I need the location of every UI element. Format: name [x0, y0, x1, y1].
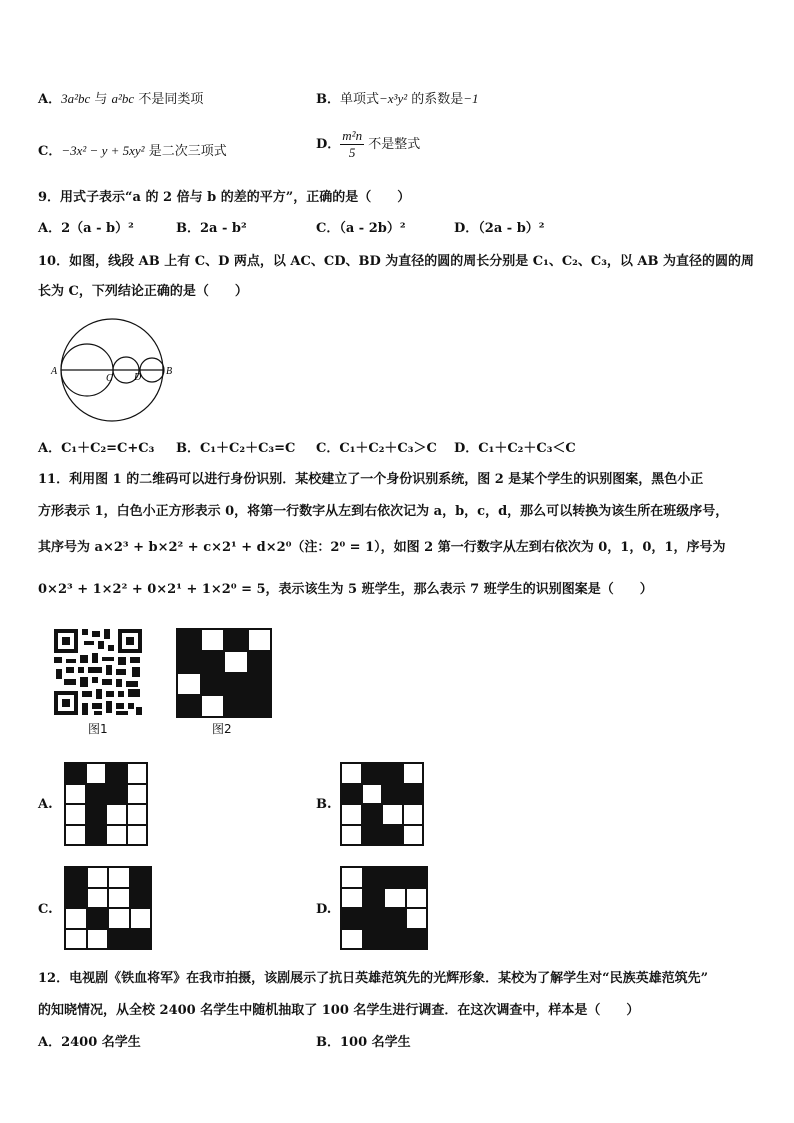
q9-option-c: C．（a - 2b）²: [316, 221, 406, 236]
pattern-cell-black: [225, 674, 247, 694]
pattern-cell-black: [131, 930, 151, 949]
pattern-cell-black: [404, 785, 423, 804]
q11-option-c-pattern: [64, 866, 152, 950]
qr-code-figure: [52, 627, 144, 717]
pattern-cell-white: [66, 909, 86, 928]
circles-figure: [48, 313, 178, 427]
pattern-cell-black: [107, 785, 126, 804]
label-d: D: [134, 372, 142, 383]
q8-option-a: A．3a²bc 与 a²bc 不是同类项: [38, 91, 204, 107]
pattern-cell-black: [364, 889, 384, 908]
q8-option-d: D． $\frac{\text{m²n}}{5}$ 不是整式: [316, 128, 421, 160]
pattern-cell-black: [107, 764, 126, 783]
pattern-cell-white: [88, 889, 108, 908]
pattern-cell-white: [128, 764, 147, 783]
pattern-cell-white: [202, 696, 224, 716]
pattern-cell-white: [342, 805, 361, 824]
q12-option-a: A．2400 名学生: [38, 1035, 141, 1050]
pattern-cell-white: [342, 764, 361, 783]
pattern-cell-black: [66, 764, 85, 783]
pattern-cell-white: [407, 909, 427, 928]
q11-option-b-label: B.: [316, 797, 332, 812]
q10-stem-line2: 长为 C，下列结论正确的是（ ）: [38, 284, 248, 299]
pattern-cell-white: [88, 868, 108, 887]
pattern-cell-white: [66, 930, 86, 949]
pattern-cell-white: [66, 785, 85, 804]
pattern-cell-white: [128, 785, 147, 804]
pattern-cell-black: [342, 909, 362, 928]
pattern-cell-white: [88, 930, 108, 949]
pattern-cell-black: [363, 826, 382, 845]
pattern-cell-black: [364, 909, 384, 928]
label-b: B: [166, 366, 173, 377]
pattern-cell-white: [109, 868, 129, 887]
q11-option-d-label: D.: [316, 902, 332, 917]
q9-option-a: A．2（a - b）²: [38, 221, 134, 236]
pattern-cell-white: [128, 826, 147, 845]
pattern-cell-black: [87, 805, 106, 824]
q12-option-b: B．100 名学生: [316, 1035, 411, 1050]
pattern-cell-white: [107, 826, 126, 845]
pattern-cell-black: [342, 785, 361, 804]
q9-stem: 9．用式子表示“a 的 2 倍与 b 的差的平方”，正确的是（ ）: [38, 190, 411, 205]
pattern-cell-white: [249, 630, 271, 650]
pattern-cell-white: [87, 764, 106, 783]
pattern-cell-black: [383, 764, 402, 783]
q10-option-d: D．C₁＋C₂＋C₃＜C: [454, 441, 576, 456]
pattern-cell-black: [87, 785, 106, 804]
pattern-cell-black: [363, 805, 382, 824]
pattern-cell-white: [385, 889, 405, 908]
q11-option-a-pattern: [64, 762, 148, 846]
label-c: C: [106, 373, 113, 384]
pattern-cell-black: [109, 930, 129, 949]
pattern-cell-black: [87, 826, 106, 845]
pattern-cell-black: [131, 868, 151, 887]
pattern-cell-black: [225, 696, 247, 716]
fraction: $\frac{\text{m²n}}{5}$: [342, 128, 363, 160]
pattern-cell-black: [363, 764, 382, 783]
q11-line1: 11．利用图 1 的二维码可以进行身份识别．某校建立了一个身份识别系统，图 2 是某个学生的识别图案，黑色小正: [38, 472, 704, 487]
pattern-cell-white: [342, 930, 362, 949]
q8-option-b: B．单项式−x³y² 的系数是−1: [316, 91, 479, 107]
q10-option-a: A．C₁＋C₂=C+C₃: [38, 441, 155, 456]
pattern-cell-black: [225, 630, 247, 650]
q11-option-c-label: C.: [38, 902, 53, 917]
q9-option-d: D．（2a - b）²: [454, 221, 545, 236]
q12-line1: 12．电视剧《铁血将军》在我市拍摄，该剧展示了抗日英雄范筑先的光辉形象．某校为了解学生对“民族英雄范筑先”: [38, 971, 709, 986]
q11-line2: 方形表示 1，白色小正方形表示 0，将第一行数字从左到右依次记为 a，b，c，d，那么可以转换为该生所在班级序号，: [38, 504, 729, 519]
pattern-cell-white: [202, 630, 224, 650]
pattern-cell-white: [178, 674, 200, 694]
label-a: A: [51, 366, 58, 377]
pattern-cell-white: [363, 785, 382, 804]
pattern-cell-white: [109, 889, 129, 908]
pattern-cell-white: [404, 826, 423, 845]
pattern-cell-white: [107, 805, 126, 824]
pattern-cell-white: [342, 868, 362, 887]
q11-option-b-pattern: [340, 762, 424, 846]
pattern-cell-black: [66, 889, 86, 908]
pattern-cell-black: [66, 868, 86, 887]
q11-option-d-pattern: [340, 866, 428, 950]
pattern-cell-black: [407, 930, 427, 949]
pattern-cell-black: [178, 652, 200, 672]
pattern-cell-white: [404, 805, 423, 824]
pattern-cell-black: [385, 909, 405, 928]
pattern-cell-black: [364, 868, 384, 887]
q11-option-a-label: A.: [38, 797, 53, 812]
pattern-cell-black: [249, 674, 271, 694]
fig2-pattern: [176, 628, 272, 718]
pattern-cell-white: [131, 909, 151, 928]
pattern-cell-white: [404, 764, 423, 783]
q11-line4: 0×2³ + 1×2² + 0×2¹ + 1×2⁰ = 5，表示该生为 5 班学生，那么表示 7 班学生的识别图案是（ ）: [38, 582, 653, 597]
q10-stem-line1: 10．如图，线段 AB 上有 C、D 两点，以 AC、CD、BD 为直径的圆的周长分别是 C₁、C₂、C₃，以 AB 为直径的圆的周: [38, 254, 755, 269]
q11-line3: 其序号为 a×2³ + b×2² + c×2¹ + d×2⁰（注：2⁰ = 1），如图 2 第一行数字从左到右依次为 0，1，0，1，序号为: [38, 540, 726, 555]
pattern-cell-black: [178, 630, 200, 650]
pattern-cell-black: [385, 868, 405, 887]
pattern-cell-black: [249, 652, 271, 672]
pattern-cell-white: [225, 652, 247, 672]
pattern-cell-white: [128, 805, 147, 824]
pattern-cell-black: [88, 909, 108, 928]
pattern-cell-black: [407, 868, 427, 887]
pattern-cell-black: [364, 930, 384, 949]
q8-option-c: C．−3x² − y + 5xy² 是二次三项式: [38, 143, 227, 159]
pattern-cell-white: [109, 909, 129, 928]
q10-option-b: B．C₁＋C₂＋C₃=C: [176, 441, 296, 456]
fig1-caption: 图1: [88, 722, 108, 736]
pattern-cell-black: [202, 652, 224, 672]
pattern-cell-white: [342, 826, 361, 845]
pattern-cell-white: [66, 805, 85, 824]
q12-line2: 的知晓情况，从全校 2400 名学生中随机抽取了 100 名学生进行调查．在这次调查中，样本是（ ）: [38, 1003, 640, 1018]
pattern-cell-black: [178, 696, 200, 716]
pattern-cell-black: [202, 674, 224, 694]
pattern-cell-black: [385, 930, 405, 949]
pattern-cell-white: [66, 826, 85, 845]
pattern-cell-black: [131, 889, 151, 908]
q10-option-c: C．C₁＋C₂＋C₃＞C: [316, 441, 437, 456]
pattern-cell-white: [383, 805, 402, 824]
fig2-caption: 图2: [212, 722, 232, 736]
pattern-cell-white: [407, 889, 427, 908]
q9-option-b: B．2a - b²: [176, 221, 247, 236]
pattern-cell-black: [249, 696, 271, 716]
pattern-cell-black: [383, 826, 402, 845]
pattern-cell-black: [383, 785, 402, 804]
pattern-cell-white: [342, 889, 362, 908]
